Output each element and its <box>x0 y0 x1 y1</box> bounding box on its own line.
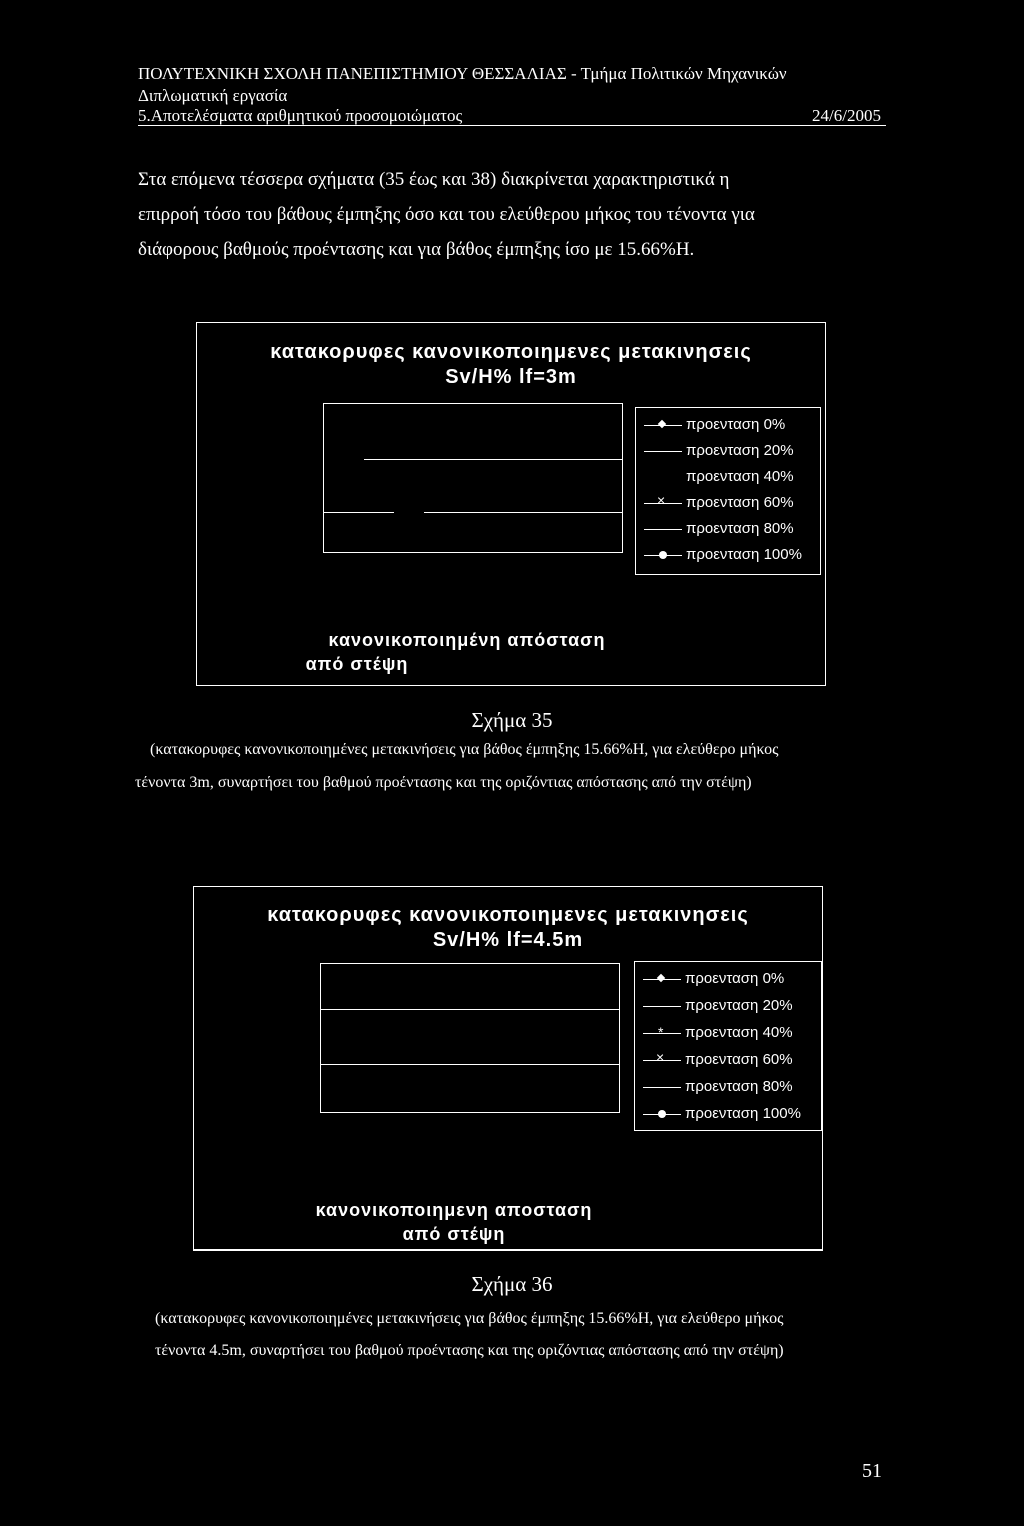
figure-35-caption-line-2: τένοντα 3m, συναρτήσει του βαθμού προέντασης και της οριζόντιας απόστασης από την στέψη) <box>135 774 752 791</box>
figure-36-series-line <box>321 1064 619 1065</box>
header-line-2: Διπλωματική εργασία <box>138 86 288 105</box>
diamond-marker-icon <box>644 419 682 431</box>
line-marker-icon <box>643 1081 681 1093</box>
line-marker-icon <box>644 445 682 457</box>
header-section: 5.Αποτελέσματα αριθμητικού προσομοιώματος <box>138 106 463 125</box>
legend-item: ×προενταση 60% <box>636 494 794 512</box>
figure-35-title-line-1: κατακορυφες κανονικοποιημενες μετακινησεις <box>270 341 752 363</box>
legend-item: προενταση 80% <box>636 520 794 538</box>
header-line-1: ΠΟΛΥΤΕΧΝΙΚΗ ΣΧΟΛΗ ΠΑΝΕΠΙΣΤΗΜΙΟΥ ΘΕΣΣΑΛΙΑΣ - Τμήμα Πολιτικών Μηχανικών <box>138 64 787 83</box>
legend-item: προενταση 80% <box>635 1078 793 1096</box>
header-rule <box>138 125 886 126</box>
legend-item: προενταση 100% <box>635 1105 801 1123</box>
legend-item: ×προενταση 60% <box>635 1051 793 1069</box>
legend-item: *προενταση 40% <box>635 1024 793 1042</box>
diamond-marker-icon <box>643 973 681 985</box>
legend-item: προενταση 0% <box>636 416 785 434</box>
figure-36-chart <box>193 886 823 1251</box>
cross-marker-icon <box>644 497 682 509</box>
dot-marker-icon <box>643 1108 681 1120</box>
intro-line-2: επιρροή τόσο του βάθους έμπηξης όσο και του ελεύθερου μήκος του τένοντα για <box>138 204 755 225</box>
cross-marker-icon <box>643 1054 681 1066</box>
line-marker-icon <box>644 523 682 535</box>
figure-36-title-line-1: κατακορυφες κανονικοποιημενες μετακινησεις <box>267 904 749 926</box>
figure-36-xlabel-line-1: κανονικοποιημενη αποσταση <box>315 1200 593 1220</box>
figure-35-chart <box>196 322 826 686</box>
figure-36-caption-line-1: (κατακορυφες κανονικοποιημένες μετακινήσεις για βάθος έμπηξης 15.66%Η, για ελεύθερο μήκος <box>155 1310 784 1327</box>
figure-35-caption-line-1: (κατακορυφες κανονικοποιημένες μετακινήσεις για βάθος έμπηξης 15.66%Η, για ελεύθερο μήκος <box>150 741 779 758</box>
page-number: 51 <box>862 1460 882 1482</box>
intro-line-3: διάφορους βαθμούς προέντασης και για βάθος έμπηξης ίσο με 15.66%Η. <box>138 239 695 260</box>
header-date: 24/6/2005 <box>812 106 881 125</box>
line-marker-icon <box>643 1000 681 1012</box>
figure-36-legend <box>634 961 822 1131</box>
figure-36-caption-line-2: τένοντα 4.5m, συναρτήσει του βαθμού προέντασης και της οριζόντιας απόστασης από την στέψη) <box>155 1342 784 1359</box>
figure-35-xlabel-line-2: από στέψη <box>305 654 409 674</box>
legend-item: προενταση 40% <box>636 468 794 486</box>
figure-36-plot-area <box>320 963 620 1113</box>
intro-line-1: Στα επόμενα τέσσερα σχήματα (35 έως και 38) διακρίνεται χαρακτηριστικά η <box>138 169 730 190</box>
legend-item: προενταση 20% <box>635 997 793 1015</box>
figure-35-plot-area <box>323 403 623 553</box>
figure-35-title-line-2: Sv/H% lf=3m <box>445 366 577 388</box>
figure-36-title-line-2: Sv/H% lf=4.5m <box>432 929 584 951</box>
legend-item: προενταση 20% <box>636 442 794 460</box>
figure-35-series-line <box>364 459 622 460</box>
figure-35-caption-title: Σχήμα 35 <box>471 708 553 732</box>
figure-35-xlabel-line-1: κανονικοποιημένη απόσταση <box>328 630 606 650</box>
figure-35-series-line <box>424 512 622 513</box>
dot-marker-icon <box>644 549 682 561</box>
star-marker-icon <box>643 1027 681 1039</box>
figure-36-caption-title: Σχήμα 36 <box>471 1272 553 1296</box>
figure-35-legend <box>635 407 821 575</box>
figure-35-series-line <box>324 512 394 513</box>
figure-36-xlabel-line-2: από στέψη <box>402 1224 506 1244</box>
figure-36-series-line <box>321 1009 619 1010</box>
legend-item: προενταση 0% <box>635 970 784 988</box>
legend-item: προενταση 100% <box>636 546 802 564</box>
line-marker-icon <box>644 471 682 483</box>
